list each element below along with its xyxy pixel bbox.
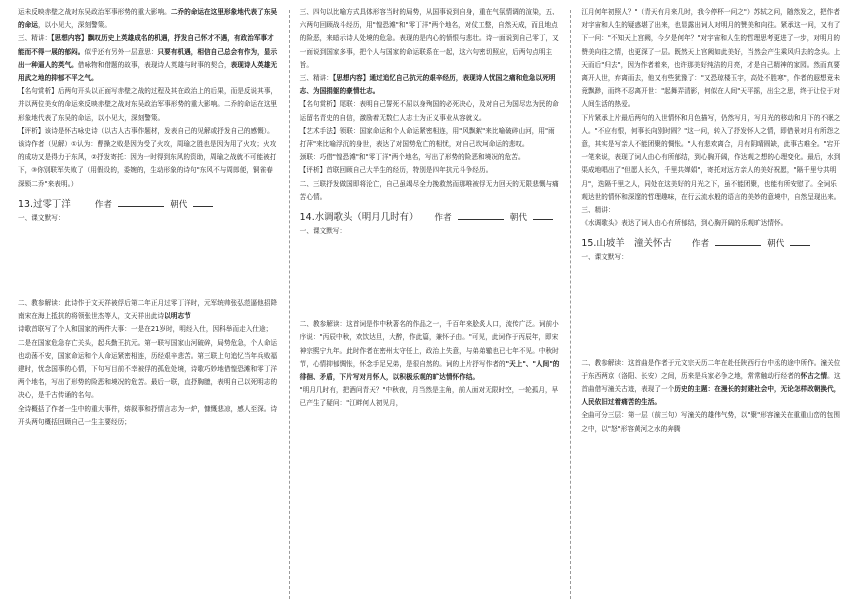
paragraph: 【名句赏析】尾联：表明自己誓死不屈以身殉国的必死决心，及对自己为国尽忠为民的命运留名青史的自信，激励着无数仁人志士为正义事业从容就义。	[299, 100, 559, 122]
paragraph: 二、教参解读：这首词是作中秋著名的作品之一，千百年来脍炙人口，流传广泛。词前小序说："丙辰中秋，欢饮达旦，大醉，作此篇，兼怀子由。"可见，此词作于丙辰年，即宋神宗熙宁九年。此时作者在密州太守任上，政治上失意，与弟弟辙也已七年不见。中秋时节，心情抑郁惆怅，怀念手足兄弟，是很自然的。词的上片抒写作者的"天上"、"人间"的徘徊、矛盾，下片写对月怀人，以积极乐观的旷达情怀作结。	[299, 320, 560, 382]
writing-space[interactable]	[18, 225, 279, 297]
paragraph: 颈联：巧借"惶恐滩"和"零丁洋"两个地名，写出了形势的险恶和境况的危苦。	[299, 153, 525, 162]
paragraph: 下片紧承上片最后两句的入世情怀和月色描写，仍然写月，写月光的移动和月下的不眠之人。"不应有恨，何事长向别时圆？"这一问，转入了抒发怀人之情，即借景对月有所怨之意，其实是写亲人不能团聚的惆怅。"人有悲欢离合，月有阴晴圆缺，此事古难全。"宕开一笔来说，表现了词人由心有所郁结，到心胸开阔，作达观之想的心理变化。最后，水到渠成地唱出了"但愿人长久，千里共婵娟"，寄托对远方亲人的美好祝愿，"隔千里兮共明月"，迭隔千里之人，同处在这美好的月光之下，虽不能团聚，也能有所安慰了。全词乐观达世的情怀和深邃的哲理趣味，在行云流水般的语言的美妙的意境中，自然呈现出来。	[581, 113, 841, 201]
paragraph: 三、精讲：【思想内容】飘叹历史上英雄成名的机遇，抒发自己怀才不遇，有政治军事才能而不得一展的郁闷。似乎还有另外一层意思：只要有机遇，相信自己总会有作为，显示出一种逼人的英气。借咏物和借题的故事，表现诗人英雄与时事的契合，表现诗人英雄无用武之地的抑郁不平之气。	[18, 34, 278, 83]
column-middle	[290, 6, 571, 603]
paragraph: 运未反映赤壁之战对东吴政治军事形势的重大影响。二乔的命运在这里形象地代表了东吴的命运，以小见大，深刻警策。	[18, 8, 278, 30]
paragraph: 二、教参解读：这首曲是作者于元文宗天历二年在赴任陕西行台中丞的途中所作。潼关位于东西两京（洛阳、长安）之间，历来是兵家必争之地，常常触动行经者的怀古之情。这首曲借写潼关古迹，表现了一个历史的主题：在漫长的封建社会中，无论怎样改朝换代，人民依旧过着痛苦的生活。	[581, 358, 841, 407]
writing-space[interactable]	[581, 265, 842, 357]
column-left	[8, 6, 289, 603]
paragraph: 【评析】首联回顾自己大半生的经历，特别是四年抗元斗争经历。	[299, 166, 493, 175]
writing-space[interactable]	[300, 238, 561, 318]
author-blank[interactable]	[715, 236, 761, 246]
paragraph: 三、四句以比喻方式具体形容当时的局势，从国事说到自身，重在气氛情调的渲染，五、六两句回顾战斗经历，用"惶恐滩"和"零丁洋"两个地名，对仗工整，自然天成，而且地点的险恶，来暗示诗人处境的危急。表现的是内心的愤恨与悲壮。诗一面说到自己零丁，又一面说到国家多事，把个人与国家的命运联系在一起，这六句密切照应，后两句点明主旨。	[299, 8, 559, 69]
paragraph: 全曲可分三层：第一层（前三句）写潼关的雄伟气势，以"聚"形容潼关在重重山峦的包围之中，以"怒"形容黄河之水的奔腾	[581, 411, 840, 433]
paragraph: 《水调歌头》表达了词人由心有所郁结，到心胸开阔的乐观旷达情怀。	[581, 219, 788, 228]
dynasty-blank[interactable]	[193, 197, 213, 207]
paragraph: 二、教参解读：此诗作于文天祥被俘后第二年正月过零丁洋时，元军统帅张弘范逼他招降南宋在海上抵抗的将领张世杰等人，文天祥出此诗以明志节	[18, 299, 278, 321]
section-heading-13: 13.过零丁洋 作者 朝代	[18, 197, 279, 212]
author-blank[interactable]	[458, 210, 504, 220]
dictation-label: 一、课文默写：	[581, 253, 628, 262]
section-heading-15: 15.山坡羊 潼关怀古 作者 朝代	[581, 236, 842, 251]
paragraph: 二、三联抒发做国即将沦亡，自己虽竭尽全力挽救然而那唯被俘无力回天的无限悲慨与痛苦心情。	[299, 179, 559, 201]
dictation-label: 一、课文默写：	[299, 227, 347, 236]
dictation-label: 一、课文默写：	[18, 213, 65, 222]
dynasty-blank[interactable]	[790, 236, 810, 246]
paragraph: 【评析】该诗是怀古咏史诗（以古人古事作题材，发表自己的见解或抒发自己的感慨）。该诗作者（见解）①认为：曹操之败是因为受了火攻，周瑜之胜也是因为用了火攻；火攻的成功又是得力于东风，②抒发寄托：因为一时得到东风的资助，周瑜之战就不可能被打下，③你别联军失败了（用假设的，委婉的，生动形象的诗句"东风不与周郎便，铜雀春深锁二乔"来表明。）	[18, 126, 277, 188]
paragraph: 【艺术手法】领联：国家命运和个人命运紧密相连，用"风飘絮"来比喻破碎山河，用"雨打萍"来比喻浮沉的身世，表达了对国势危亡的相忧，对自己坎坷命运的悲叹。	[299, 126, 555, 149]
paragraph: 三、精讲：	[581, 206, 615, 215]
section-heading-14: 14.水调歌头（明月几时有） 作者 朝代	[300, 210, 561, 225]
dynasty-blank[interactable]	[533, 210, 553, 220]
paragraph: 三、精讲：【思想内容】通过追忆自己抗元的艰辛经历，表现诗人忧国之痛和危急以死明志、为国捐躯的豪情壮志。	[299, 74, 556, 96]
paragraph: 【名句赏析】后两句开头以正面写赤壁之战的过程及其在政治上的后果，而是反说其事，并以两位美女的命运来反映赤壁之战对东吴政治军事形势的重大影响。二乔的命运在这里形象地代表了东吴的命运，以小见大，深刻警策。	[18, 87, 278, 122]
paragraph: 诗歌首联写了个人和国家的两件大事：一是在21岁时，明经入仕，因科举而走入仕途；二是在国家危急存亡关头，起兵勤王抗元。第一联写国家山河破碎，局势危急，个人命运也动荡不安，国家命运和个人命运紧密相连，历经艰辛悲苦。第三联上句追忆当年兵败福建时，忧念国事的心情，下句写目前不幸被俘的孤危处境，诗歌巧妙地借惶恐滩和零丁洋两个地名，写出了形势的险恶和境况的危苦。最后一联，直抒胸臆，表明自己以死明志的决心，是千古传诵的名句。	[18, 325, 278, 400]
paragraph: "明月几时有，把酒问青天？"中秋夜，月当然是主角，前人面对无限时空，一轮孤月，早已产生了疑问："江畔何人初见月，	[299, 386, 559, 408]
column-right	[571, 6, 852, 603]
paragraph: 全诗概括了作者一生中的重大事件，熔叙事和抒情言志为一炉，慷慨悲凉，感人至深。诗开头两句概括回顾自己一生主要经历；	[18, 404, 278, 426]
paragraph: 江月何年初照人？"（青天有月来几时，我今停杯一问之"）苏轼之问，随然发之，把作者对宇宙和人生的疑惑堪了出来，也显露出词人对明月的赞美和向往。紧承这一问，又有了下一问："不知天上宫阙，今夕是何年？"对宇宙和人生的哲理思考更进了一步，对明月的赞美向往之情，也更深了一层。既然天上宫阙如此美好，当然会产生乘风归去的念头。上天而后"归去"，因为作者着来，也许那美好纯洁的月亮，才是自己精神的家园。然而真要离开人世，弃离而去，他又有些犹豫了："又恐琼楼玉宇，高处不胜寒"，作者的遐想竟未竟飘渺，而终不忍离开世："起舞弄清影，何似在人间"天平摇，出尘之思，终于让位于对人间生活的热爱。	[581, 8, 841, 109]
author-blank[interactable]	[118, 197, 164, 207]
